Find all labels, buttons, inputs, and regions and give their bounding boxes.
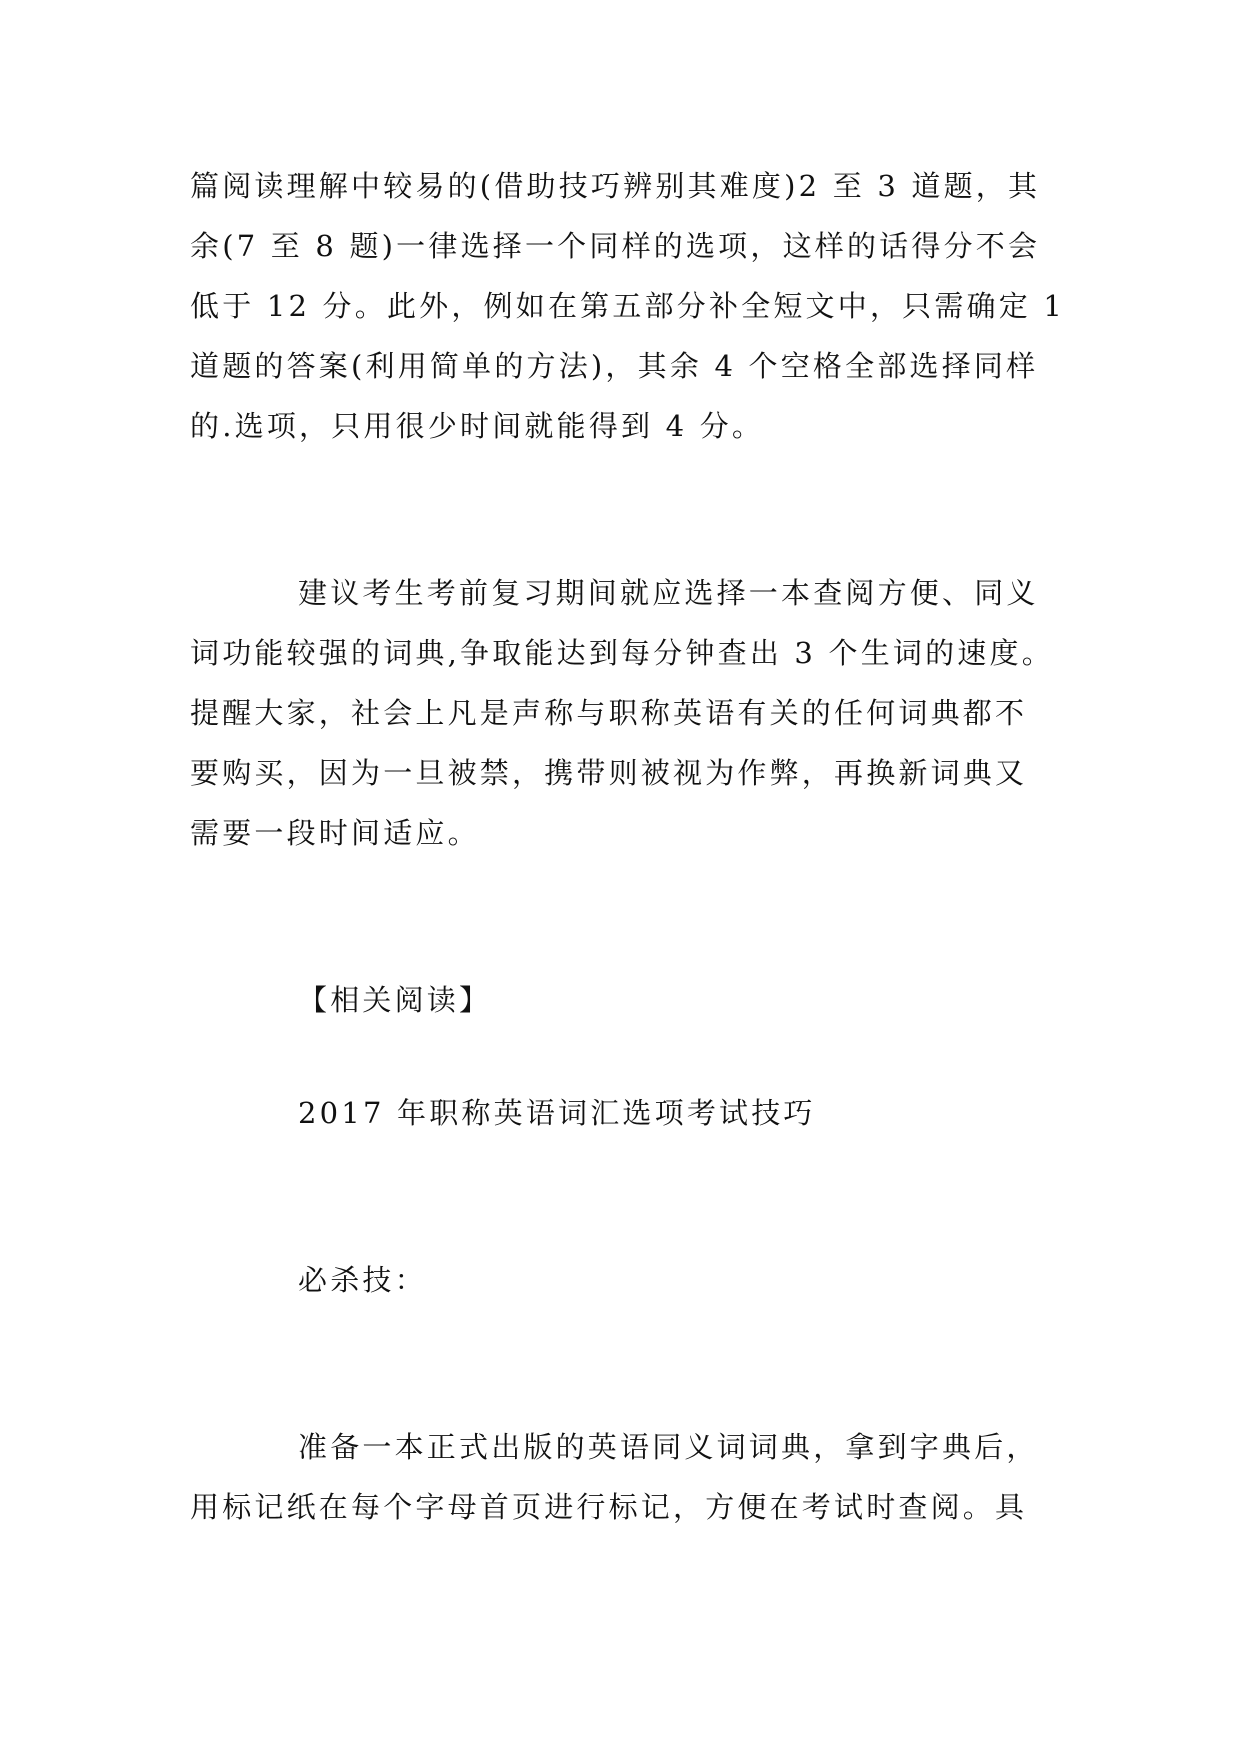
paragraph-1-line-5: 的.选项，只用很少时间就能得到 4 分。	[190, 409, 765, 443]
paragraph-2-line-3: 提醒大家，社会上凡是声称与职称英语有关的任何词典都不	[190, 696, 1028, 730]
paragraph-2-line-5: 需要一段时间适应。	[190, 816, 480, 850]
related-reading-heading: 【相关阅读】	[298, 983, 492, 1017]
paragraph-1-line-4: 道题的答案(利用简单的方法)，其余 4 个空格全部选择同样	[190, 349, 1039, 383]
paragraph-1-line-3: 低于 12 分。此外，例如在第五部分补全短文中，只需确定 1	[190, 289, 1066, 323]
related-article-title: 2017 年职称英语词汇选项考试技巧	[298, 1096, 816, 1130]
paragraph-6-line-1: 准备一本正式出版的英语同义词词典，拿到字典后，	[298, 1430, 1039, 1464]
paragraph-2-line-1: 建议考生考前复习期间就应选择一本查阅方便、同义	[298, 576, 1039, 610]
paragraph-1-line-1: 篇阅读理解中较易的(借助技巧辨别其难度)2 至 3 道题，其	[190, 169, 1041, 203]
paragraph-6-line-2: 用标记纸在每个字母首页进行标记，方便在考试时查阅。具	[190, 1490, 1028, 1524]
section-label: 必杀技：	[298, 1263, 427, 1297]
paragraph-1-line-2: 余(7 至 8 题)一律选择一个同样的选项，这样的话得分不会	[190, 229, 1041, 263]
paragraph-2-line-4: 要购买，因为一旦被禁，携带则被视为作弊，再换新词典又	[190, 756, 1028, 790]
paragraph-2-line-2: 词功能较强的词典,争取能达到每分钟查出 3 个生词的速度。	[190, 636, 1054, 670]
